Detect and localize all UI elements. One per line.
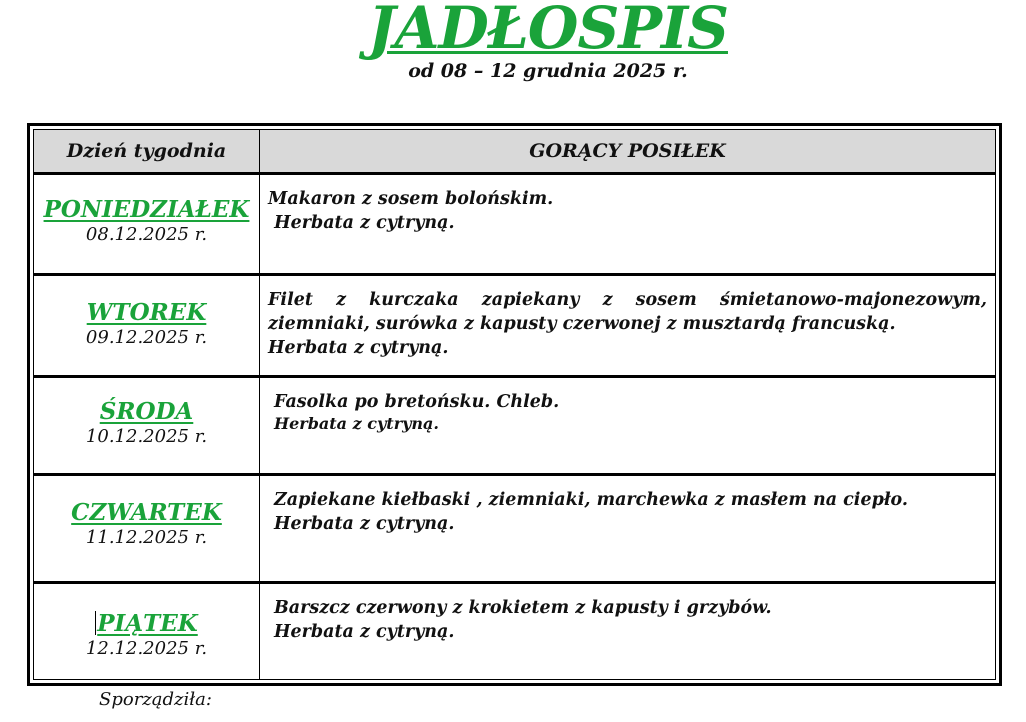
day-name-thursday: CZWARTEK <box>71 499 222 526</box>
table-row-wednesday <box>34 378 995 476</box>
day-cell-wednesday <box>34 378 259 448</box>
meal-cell-tuesday <box>268 288 987 360</box>
meal-drink-tuesday: Herbata z cytryną. <box>268 338 449 358</box>
table-row-friday <box>34 584 995 686</box>
meal-main-friday: Barszcz czerwony z krokietem z kapusty i grzybów. <box>274 598 772 618</box>
day-name-friday <box>95 610 198 638</box>
day-cell-friday <box>34 584 259 660</box>
table-row-tuesday <box>34 276 995 378</box>
day-date-monday: 08.12.2025 r. <box>85 224 208 245</box>
day-cell-thursday <box>34 476 259 549</box>
day-date-friday: 12.12.2025 r. <box>85 638 208 659</box>
header-hot-meal: GORĄCY POSIŁEK <box>529 140 726 162</box>
prepared-by-label: Sporządziła: <box>99 689 212 710</box>
day-date-wednesday: 10.12.2025 r. <box>85 426 208 447</box>
meal-drink-wednesday: Herbata z cytryną. <box>274 414 439 433</box>
table-row-monday <box>34 175 995 276</box>
table-header-row <box>34 130 995 175</box>
table-inner-frame <box>33 129 996 680</box>
day-name-monday: PONIEDZIAŁEK <box>43 196 250 223</box>
document-title: JADŁOSPIS <box>368 0 728 62</box>
meal-main-wednesday: Fasolka po bretońsku. Chleb. <box>274 392 560 412</box>
meal-cell-monday <box>268 187 987 235</box>
meal-main-tuesday: Filet z kurczaka zapiekany z sosem śmietanowo-majonezowym, ziemniaki, surówka z kapusty czerwonej z musztardą francuską. <box>268 290 987 334</box>
meal-main-monday: Makaron z sosem bolońskim. <box>268 189 554 209</box>
meal-cell-friday <box>274 596 987 644</box>
header-day-of-week: Dzień tygodnia <box>66 140 227 162</box>
meal-main-thursday: Zapiekane kiełbaski , ziemniaki, marchewka z masłem na ciepło. <box>274 490 909 510</box>
day-name-tuesday: WTOREK <box>86 299 207 326</box>
day-cell-monday <box>34 175 259 246</box>
meal-drink-monday: Herbata z cytryną. <box>268 213 455 233</box>
date-range-subtitle: od 08 – 12 grudnia 2025 r. <box>408 60 688 82</box>
day-date-tuesday: 09.12.2025 r. <box>85 327 208 348</box>
table-row-thursday <box>34 476 995 584</box>
meal-drink-friday: Herbata z cytryną. <box>274 622 455 642</box>
meal-drink-thursday: Herbata z cytryną. <box>274 514 455 534</box>
meal-cell-thursday <box>274 488 987 536</box>
day-cell-tuesday <box>34 276 259 349</box>
meal-cell-wednesday <box>274 390 987 434</box>
day-name-friday-text: PIĄTEK <box>97 610 198 637</box>
menu-table <box>27 123 1002 686</box>
column-divider <box>259 130 260 679</box>
day-date-thursday: 11.12.2025 r. <box>85 527 208 548</box>
day-name-wednesday: ŚRODA <box>99 398 194 425</box>
